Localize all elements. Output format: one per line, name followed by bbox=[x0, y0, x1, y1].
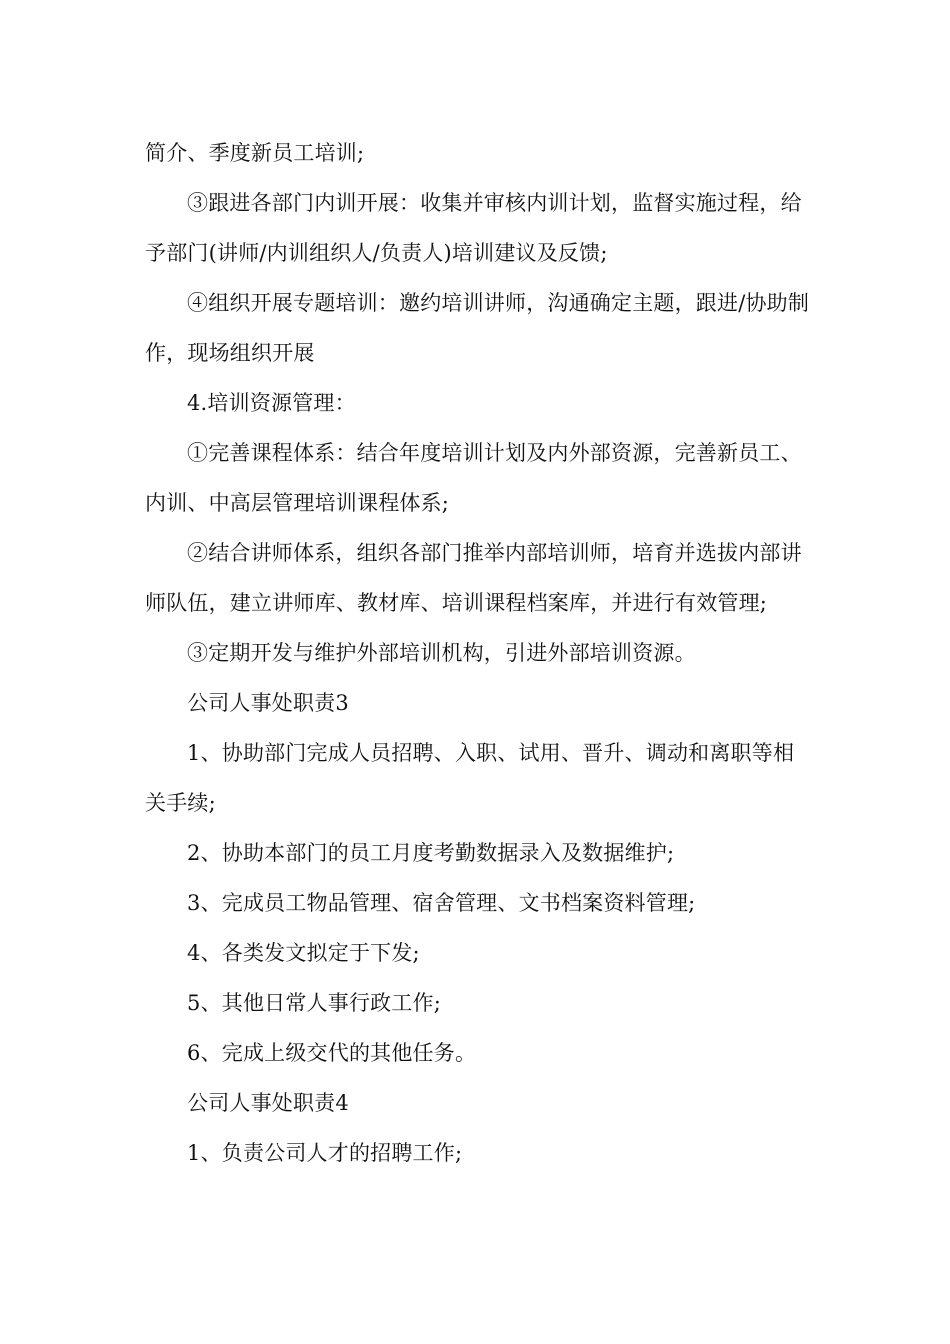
document-body bbox=[145, 128, 810, 1178]
paragraph-6: ②结合讲师体系，组织各部门推举内部培训师，培育并选拔内部讲师队伍，建立讲师库、教材库、培训课程档案库，并进行有效管理; bbox=[145, 541, 802, 615]
paragraph-9: 1、协助部门完成人员招聘、入职、试用、晋升、调动和离职等相关手续; bbox=[145, 741, 795, 815]
paragraph-4: 4.培训资源管理： bbox=[187, 391, 356, 415]
paragraph-5: ①完善课程体系：结合年度培训计划及内外部资源，完善新员工、内训、中高层管理培训课程体系; bbox=[145, 441, 802, 515]
paragraph-7: ③定期开发与维护外部培训机构，引进外部培训资源。 bbox=[187, 641, 696, 665]
paragraph-1: 简介、季度新员工培训; bbox=[145, 141, 365, 165]
paragraph-16: 1、负责公司人才的招聘工作; bbox=[187, 1141, 463, 1165]
paragraph-12: 4、各类发文拟定于下发; bbox=[187, 941, 420, 965]
paragraph-2: ③跟进各部门内训开展：收集并审核内训计划，监督实施过程，给予部门(讲师/内训组织人/负责人)培训建议及反馈; bbox=[145, 191, 802, 265]
paragraph-13: 5、其他日常人事行政工作; bbox=[187, 991, 442, 1015]
section-heading-4: 公司人事处职责4 bbox=[187, 1091, 349, 1115]
paragraph-14: 6、完成上级交代的其他任务。 bbox=[187, 1041, 477, 1065]
paragraph-3: ④组织开展专题培训：邀约培训讲师，沟通确定主题，跟进/协助制作，现场组织开展 bbox=[145, 291, 810, 365]
section-heading-3: 公司人事处职责3 bbox=[187, 691, 349, 715]
paragraph-10: 2、协助本部门的员工月度考勤数据录入及数据维护; bbox=[187, 841, 675, 865]
paragraph-11: 3、完成员工物品管理、宿舍管理、文书档案资料管理; bbox=[187, 891, 696, 915]
